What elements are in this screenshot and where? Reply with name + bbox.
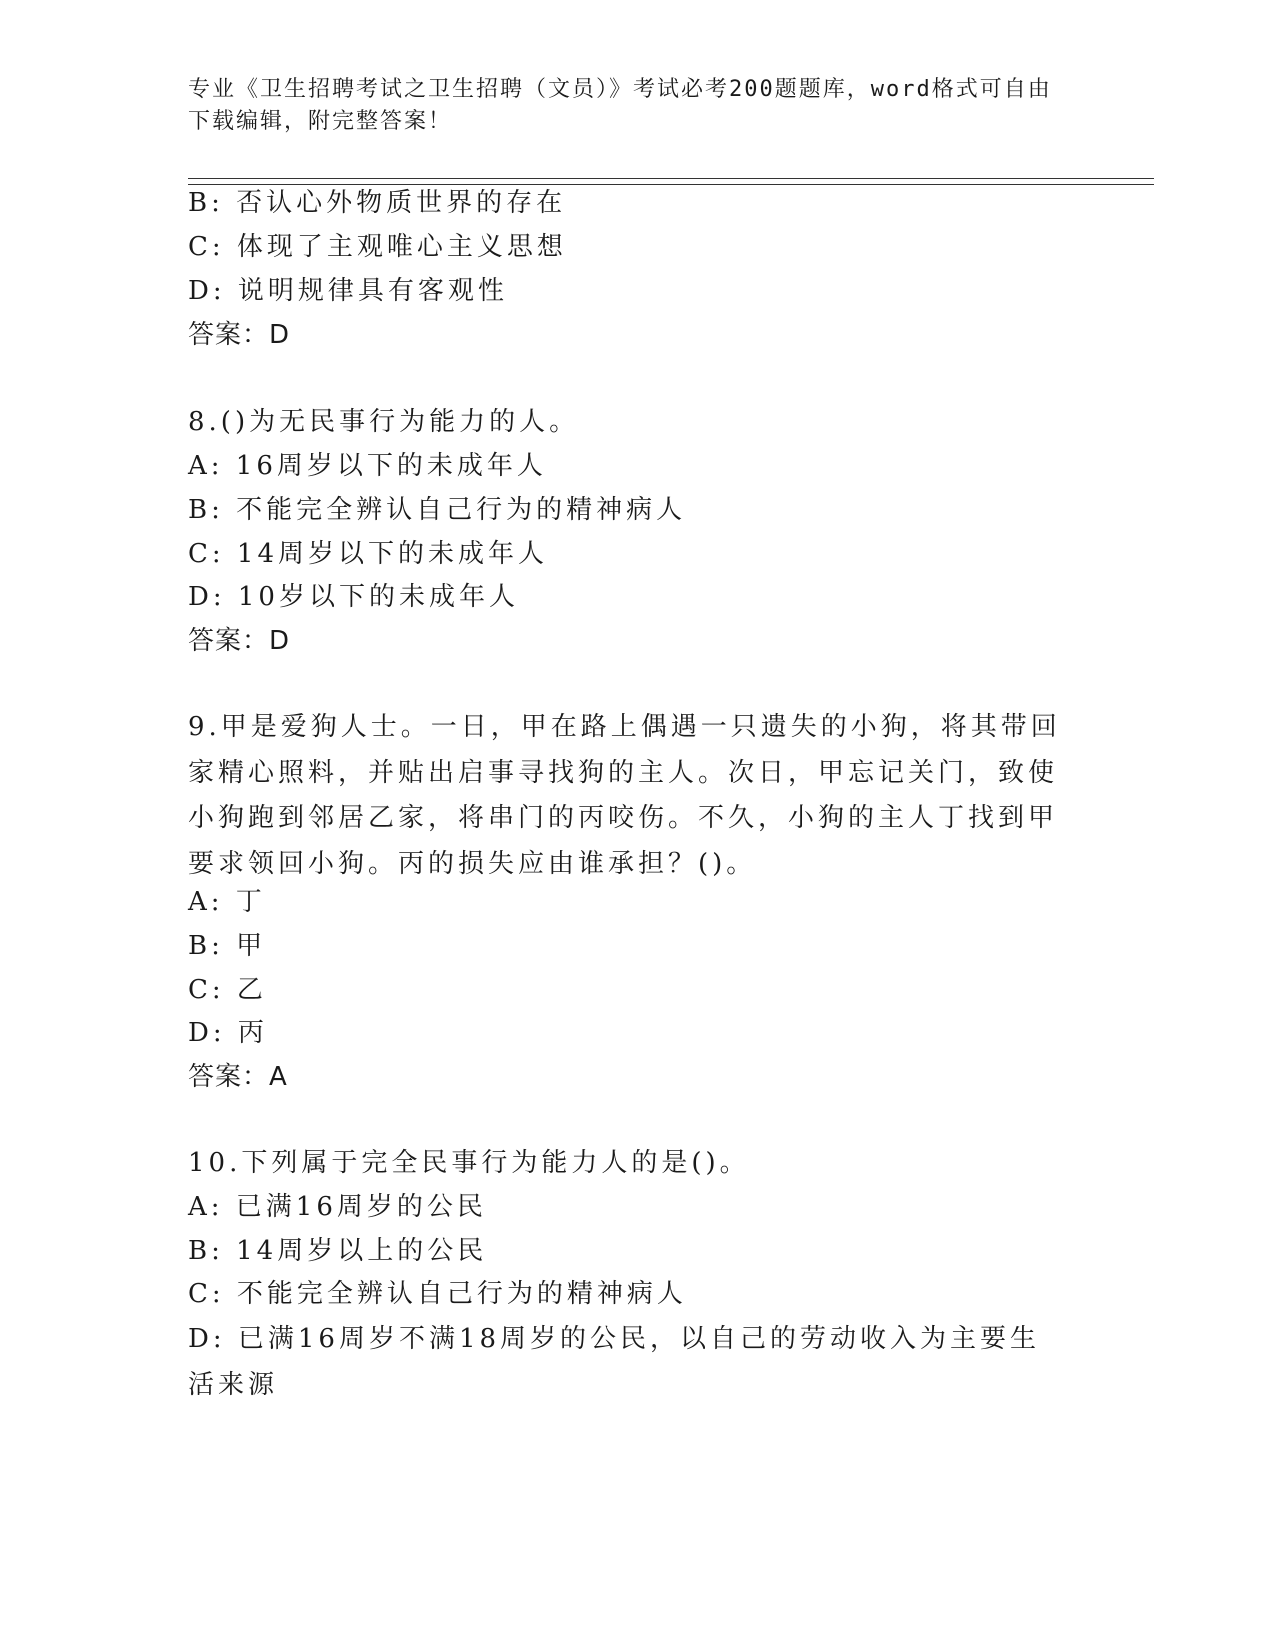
q9-question: 9.甲是爱狗人士。一日，甲在路上偶遇一只遗失的小狗，将其带回家精心照料，并贴出启事寻找狗的主人。次日，甲忘记关门，致使小狗跑到邻居乙家，将串门的丙咬伤。不久，小狗的主人丁找到甲要求领回小狗。丙的损失应由谁承担？()。 bbox=[188, 712, 1061, 879]
q8-question: 8.()为无民事行为能力的人。 bbox=[188, 407, 580, 437]
q9-option-a: A: 丁 bbox=[188, 887, 266, 917]
header-divider bbox=[188, 178, 1154, 185]
q7-option-c: C: 体现了主观唯心主义思想 bbox=[188, 232, 567, 262]
document-header: 专业《卫生招聘考试之卫生招聘（文员）》考试必考200题题库，word格式可自由下载编辑，附完整答案！ bbox=[188, 77, 1052, 134]
q10-option-c: C: 不能完全辨认自己行为的精神病人 bbox=[188, 1279, 687, 1309]
q10-question: 10.下列属于完全民事行为能力人的是()。 bbox=[188, 1148, 750, 1178]
q8-answer: 答案：D bbox=[188, 626, 291, 656]
q8-option-b: B: 不能完全辨认自己行为的精神病人 bbox=[188, 495, 687, 525]
q7-option-d: D: 说明规律具有客观性 bbox=[188, 276, 508, 306]
q9-option-d: D: 丙 bbox=[188, 1018, 268, 1048]
q9-option-b: B: 甲 bbox=[188, 931, 267, 961]
q8-option-d: D: 10岁以下的未成年人 bbox=[188, 582, 519, 612]
q10-option-b: B: 14周岁以上的公民 bbox=[188, 1236, 488, 1266]
q7-option-b: B: 否认心外物质世界的存在 bbox=[188, 188, 567, 218]
q7-answer: 答案：D bbox=[188, 320, 291, 350]
q9-option-c: C: 乙 bbox=[188, 975, 267, 1005]
q9-answer: 答案：A bbox=[188, 1062, 288, 1092]
q10-option-a: A: 已满16周岁的公民 bbox=[188, 1192, 487, 1222]
q8-option-a: A: 16周岁以下的未成年人 bbox=[188, 451, 547, 481]
q10-option-d: D: 已满16周岁不满18周岁的公民，以自己的劳动收入为主要生活来源 bbox=[188, 1324, 1041, 1400]
q8-option-c: C: 14周岁以下的未成年人 bbox=[188, 539, 549, 569]
